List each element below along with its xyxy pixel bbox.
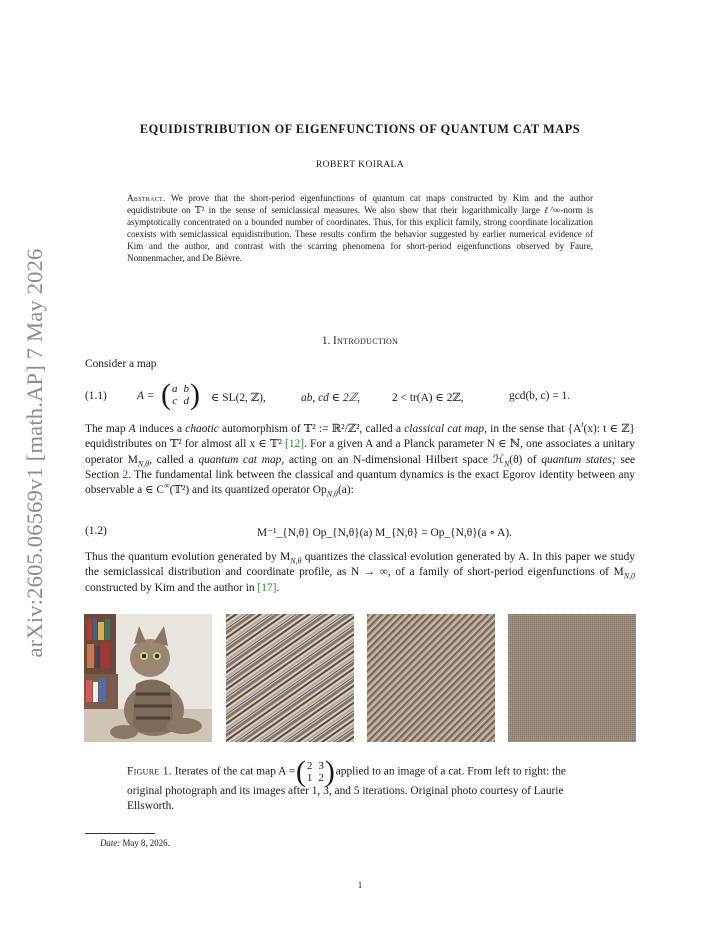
matrix-entry: 2 (306, 760, 313, 772)
abstract-label: Abstract. (127, 193, 166, 203)
caption-text: Iterates of the cat map A = (171, 765, 298, 778)
text: automorphism of 𝕋² := ℝ²/ℤ², called a (218, 423, 405, 435)
caption-text: applied to an image of a cat. From left to right: the original photograph and its images after 1, 3, and 5 iterations. Original photo courtesy of Laurie Ellsworth. (127, 765, 566, 813)
section-title: Introduction (333, 335, 399, 347)
text: (x): t ∈ ℤ} equidistributes on 𝕋² for almost all x ∈ 𝕋² (85, 423, 636, 451)
matrix-entry: b (183, 383, 189, 395)
section-heading (0, 335, 720, 347)
matrix-entry: a (172, 383, 178, 395)
equation-condition: ab, cd ∈ 2ℤ, (301, 392, 360, 404)
matrix-entry: 1 (306, 772, 313, 784)
cat-photo-original (84, 614, 212, 742)
abstract-text: We prove that the short-period eigenfunctions of quantum cat maps constructed by Kim and the author equidistribute on (127, 193, 593, 216)
text: in the sense that {A (486, 423, 582, 435)
page-number: 1 (357, 880, 363, 890)
date-label: Date: (100, 838, 121, 848)
equation-1-2 (85, 525, 635, 545)
text: see Section (85, 453, 635, 481)
arxiv-stamp-text: arXiv:2605.06569v1 [math.AP] 7 May 2026 (22, 247, 47, 658)
text: (a): (337, 484, 354, 497)
matrix-entry: 3 (318, 760, 324, 772)
equation-condition: 2 < tr(A) ∈ 2ℤ, (392, 392, 464, 404)
matrix-abcd: ( a b c d ) (161, 378, 200, 411)
abstract-text: in the sense of semiclassical measures. We also show that their logarithmically large (204, 205, 545, 216)
equation-number: (1.1) (85, 390, 107, 402)
text: induces a (135, 423, 186, 435)
paragraph-2: Thus the quantum evolution generated by $M_{N,\theta}$ quantizes the classical evolution generated by A. In this paper we study the semiclassical distribution and coordinate profile, as N → ∞, of a family of short-period eigenfunctions of $M_{N,0}$ constructed by Kim and the author in [17]. (85, 551, 635, 594)
cat-map-iteration-1 (226, 614, 354, 742)
text: (𝕋²) and its quantized operator Op (169, 484, 327, 497)
cat-map-iteration-3 (367, 614, 495, 742)
citation-link[interactable]: [12] (285, 438, 305, 451)
matrix-entry: 2 (318, 772, 324, 784)
figure-caption (127, 755, 595, 814)
paper-author: ROBERT KOIRALA (315, 159, 405, 170)
text: constructed by Kim and the author in (85, 581, 258, 594)
date-value: May 8, 2026. (122, 838, 170, 848)
footnote-date (100, 838, 170, 848)
cat-map-iteration-5 (508, 614, 636, 742)
paragraph-1: The map A induces a chaotic automorphism of 𝕋² := ℝ²/ℤ², called a classical cat map, in the sense that {$A^t(x)$: t ∈ ℤ} equidistributes on 𝕋² for almost all x ∈ 𝕋² [12]. For a given A and a Planck parameter N ∈ ℕ, one associates a unitary operator $M_{N,\theta}$, called a quantum cat map, acting on an N-dimensional Hilbert space ℋ$_N$(θ) of quantum states; see Section 2. The fundamental link between the classical and quantum dynamics is the exact Egorov identity between any observable a ∈ C∞(𝕋²) and its quantized operator $Op_{N,\theta}(a)$: (85, 420, 636, 499)
matrix-entry: c (172, 395, 178, 407)
arxiv-identifier-stamp (19, 247, 51, 658)
abstract (127, 192, 593, 265)
egorov-identity: M⁻¹_{N,θ} Op_{N,θ}(a) M_{N,θ} = Op_{N,θ}(a ∘ A). (257, 527, 512, 539)
section-link[interactable]: 2 (122, 468, 129, 481)
cat-map-matrix: ( 2 3 1 2 ) (295, 755, 335, 788)
text: The map (85, 423, 129, 435)
intro-line: Consider a map (85, 358, 157, 370)
equation-lhs: A = (137, 390, 155, 402)
abstract-torus: 𝕋² (194, 205, 205, 216)
emphasis: classical cat map, (404, 423, 487, 435)
equation-sl2: ∈ SL(2, ℤ), (211, 392, 266, 404)
emphasis: chaotic (185, 423, 219, 435)
text: , called a (149, 453, 199, 466)
equation-condition: gcd(b, c) = 1. (509, 390, 571, 402)
emphasis: quantum cat map, (198, 453, 285, 466)
text: quantizes the classical evolution generated by A. In this paper we study the semiclassical distribution and coordinate profile, as N → ∞, of a family of short-period eigenfunctions of M (85, 551, 635, 579)
footnote-rule (85, 833, 155, 834)
abstract-linf-norm: ℓ^∞ (544, 205, 561, 216)
figure-label: Figure 1. (127, 765, 172, 778)
emphasis: quantum states; (541, 453, 616, 466)
abstract-text: -norm is asymptotically concentrated on a bounded number of coordinates. Thus, for this explicit family, strong coordinate localization coexists with semiclassical equidistribution. These results confirm the behavior suggested by earlier numerical evidence of Kim and the author, and contrast with the scarring phenomena for short-period eigenfunctions observed by Faure, Nonnenmacher, and De Bièvre. (127, 205, 594, 264)
matrix-entry: d (183, 395, 189, 407)
section-number: 1. (321, 335, 331, 347)
text: . For a given A and a Planck parameter N ∈ ℕ, one associates a unitary operator M (85, 438, 635, 466)
text: acting on an N-dimensional Hilbert space ℋ (284, 453, 504, 466)
equation-1-1 (85, 378, 635, 414)
text: . (276, 581, 280, 594)
citation-link[interactable]: [17] (257, 581, 277, 594)
text: (θ) of (509, 453, 542, 466)
paper-title: EQUIDISTRIBUTION OF EIGENFUNCTIONS OF QUANTUM CAT MAPS (139, 122, 581, 136)
text: . The fundamental link between the classical and quantum dynamics is the exact Egorov identity between any observable a ∈ C (85, 468, 636, 497)
text: Thus the quantum evolution generated by M (85, 551, 291, 563)
equation-number: (1.2) (85, 525, 107, 537)
